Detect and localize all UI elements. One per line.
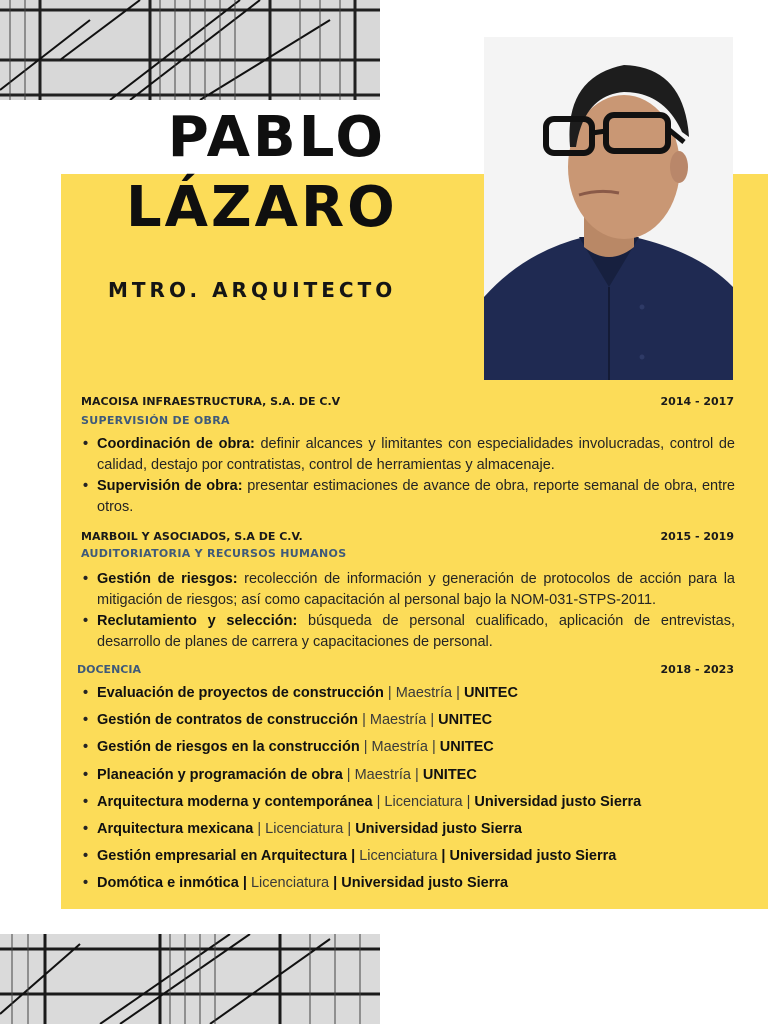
course-level: Maestría — [371, 739, 428, 756]
course-level: Licenciatura — [265, 820, 344, 837]
course-level: Licenciatura — [250, 875, 330, 892]
job-1-header — [81, 395, 734, 408]
building-photo-bottom — [0, 934, 380, 1024]
separator: | — [347, 848, 360, 865]
list-item — [80, 792, 740, 819]
bullet-text: recolección de información y generación de protocolos de acción para la mitigación de riesgos; así como capacitación al personal bajo la NOM-031-STPS-2011. — [97, 571, 735, 608]
bullet-text: presentar estimaciones de avance de obra, reporte semanal de obra, entre otros. — [97, 478, 735, 515]
course-level: Licenciatura — [384, 793, 463, 810]
course-level: Licenciatura — [359, 848, 438, 865]
job-2-company: MARBOIL Y ASOCIADOS, S.A DE C.V. — [81, 530, 303, 543]
job-1-bullets — [80, 434, 735, 518]
separator: | — [437, 848, 450, 865]
bullet-title: Reclutamiento y selección: — [97, 613, 298, 629]
separator: | — [452, 685, 464, 701]
job-2-years: 2015 - 2019 — [660, 530, 734, 543]
job-1-role: SUPERVISIÓN DE OBRA — [81, 414, 230, 427]
list-item — [80, 819, 740, 846]
bullet-title: Gestión de riesgos: — [97, 571, 238, 587]
course-institution: Universidad justo Sierra — [341, 875, 509, 892]
bullet-text: definir alcances y limitantes con especialidades involucradas, control de calidad, destajo por contratistas, control de herramientas y almacenaje. — [97, 436, 736, 473]
docencia-label: DOCENCIA — [77, 663, 141, 676]
course-institution: UNITEC — [438, 712, 493, 729]
bullet-text: búsqueda de personal cualificado, aplicación de entrevistas, desarrollo de planes de carrera y capacitaciones de personal. — [97, 613, 735, 650]
course-institution: Universidad justo Sierra — [355, 820, 522, 837]
list-item — [80, 569, 735, 610]
list-item — [80, 710, 740, 737]
course-name: Gestión de contratos de construcción — [97, 712, 359, 729]
portrait-photo — [484, 37, 733, 380]
separator: | — [238, 875, 251, 892]
bullet-title: Coordinación de obra: — [97, 436, 255, 452]
list-item — [80, 476, 735, 517]
job-1-years: 2014 - 2017 — [660, 395, 734, 408]
job-2-header — [81, 530, 734, 543]
job-title: MTRO. ARQUITECTO — [108, 278, 397, 302]
course-name: Gestión empresarial en Arquitectura — [97, 848, 348, 865]
course-name: Gestión de riesgos en la construcción — [97, 739, 360, 756]
course-name: Arquitectura moderna y contemporánea — [97, 793, 373, 810]
docencia-header — [77, 663, 734, 676]
course-name: Arquitectura mexicana — [97, 820, 254, 837]
course-institution: UNITEC — [463, 685, 518, 701]
separator: | — [253, 820, 266, 837]
course-name: Planeación y programación de obra — [97, 766, 343, 783]
job-2-bullets — [80, 569, 735, 653]
separator: | — [359, 739, 372, 756]
course-level: Maestría — [395, 685, 453, 701]
first-name: PABLO — [167, 105, 386, 170]
course-name: Domótica e inmótica — [97, 875, 239, 892]
separator: | — [342, 766, 355, 783]
separator: | — [343, 820, 356, 837]
course-institution: Universidad justo Sierra — [474, 793, 642, 810]
course-institution: UNITEC — [422, 766, 477, 783]
course-institution: UNITEC — [439, 739, 494, 756]
course-level: Maestría — [369, 712, 427, 729]
docencia-list — [80, 683, 740, 901]
list-item — [80, 846, 740, 873]
separator: | — [372, 793, 385, 810]
separator: | — [383, 685, 396, 701]
job-1-company: MACOISA INFRAESTRUCTURA, S.A. DE C.V — [81, 395, 341, 408]
list-item — [80, 765, 740, 792]
list-item — [80, 737, 740, 764]
list-item — [80, 873, 740, 900]
separator: | — [462, 793, 475, 810]
job-2-role: AUDITORIATORIA Y RECURSOS HUMANOS — [81, 547, 347, 560]
separator: | — [427, 739, 440, 756]
building-photo-top — [0, 0, 380, 100]
course-name: Evaluación de proyectos de construcción — [97, 685, 384, 701]
separator: | — [329, 875, 342, 892]
course-institution: Universidad justo Sierra — [449, 848, 617, 865]
docencia-years: 2018 - 2023 — [660, 663, 734, 676]
course-level: Maestría — [354, 766, 412, 783]
list-item — [80, 683, 740, 710]
bullet-title: Supervisión de obra: — [97, 478, 243, 494]
list-item — [80, 611, 735, 652]
separator: | — [426, 712, 439, 729]
separator: | — [358, 712, 370, 729]
list-item — [80, 434, 735, 475]
separator: | — [411, 766, 423, 783]
last-name: LÁZARO — [126, 175, 398, 240]
